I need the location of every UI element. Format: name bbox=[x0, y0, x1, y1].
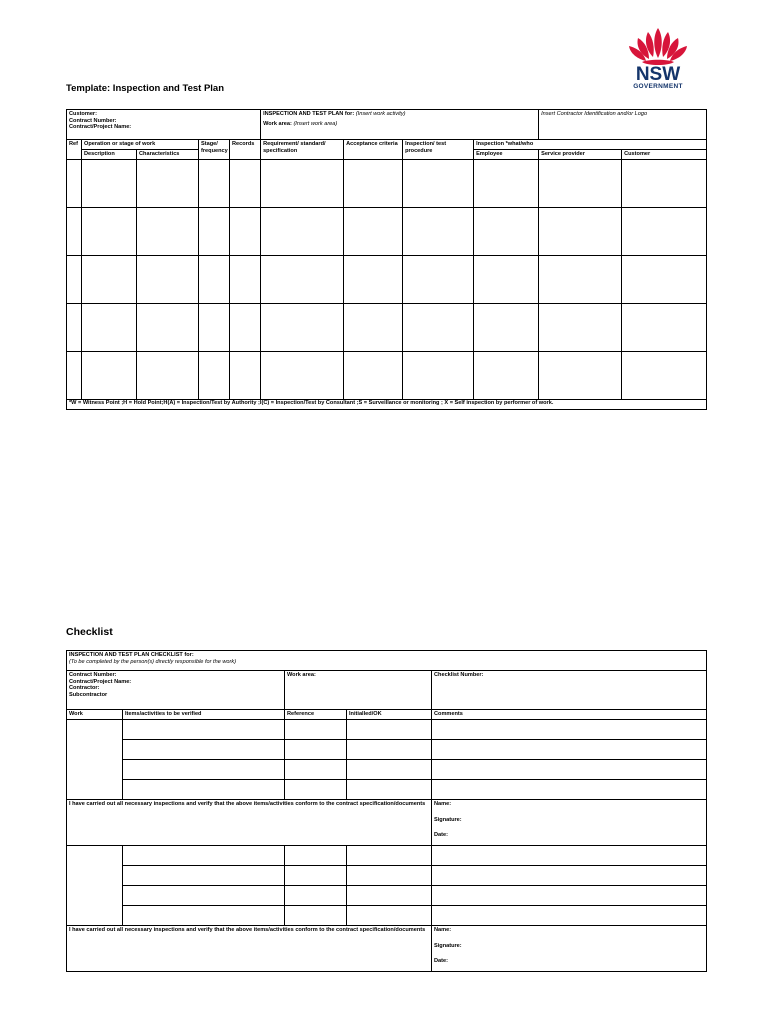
initialled-cell[interactable] bbox=[347, 886, 432, 906]
itp-cell[interactable] bbox=[230, 160, 261, 208]
declaration-text: I have carried out all necessary inspections and verify that the above items/activities conform to the contract specification/documents bbox=[69, 927, 426, 933]
contractor-logo-placeholder: Insert Contractor Identification and/or Logo bbox=[541, 111, 648, 117]
itp-cell[interactable] bbox=[261, 352, 344, 400]
checklist-table bbox=[66, 650, 707, 972]
checklist-title: Checklist bbox=[66, 626, 113, 638]
itp-cell[interactable] bbox=[539, 160, 622, 208]
itp-cell[interactable] bbox=[82, 160, 137, 208]
col-acceptance-header: Acceptance criteria bbox=[344, 140, 403, 160]
checklist-number-cell: Checklist Number: bbox=[432, 671, 707, 710]
itp-entry-row bbox=[67, 208, 707, 256]
checklist-entry-row bbox=[67, 740, 707, 760]
col-operation-header: Operation or stage of work bbox=[82, 140, 199, 150]
checklist-info-row bbox=[67, 671, 707, 710]
checklist-for-label: INSPECTION AND TEST PLAN CHECKLIST for: bbox=[69, 652, 194, 658]
checklist-entry-row bbox=[67, 720, 707, 740]
itp-cell[interactable] bbox=[199, 256, 230, 304]
itp-footnote: *W = Witness Point ;H = Hold Point;H(A) = Inspection/Test by Authority ;I(C) = Inspection/Test by Consultant ;S = Surveillance or monitoring ; X = Self inspection by performer of work. bbox=[67, 400, 707, 410]
contractor-logo-cell bbox=[539, 110, 707, 140]
checklist-entry-row bbox=[67, 780, 707, 800]
waratah-flower-icon bbox=[622, 22, 694, 70]
itp-entry-row bbox=[67, 256, 707, 304]
items-cell[interactable] bbox=[123, 740, 285, 760]
col-requirement-header: Requirement/ standard/ specification bbox=[261, 140, 344, 160]
itp-cell[interactable] bbox=[82, 352, 137, 400]
itp-cell[interactable] bbox=[474, 208, 539, 256]
itp-cell[interactable] bbox=[261, 304, 344, 352]
work-area-placeholder: (Insert work area) bbox=[293, 120, 338, 127]
work-cell[interactable] bbox=[67, 720, 123, 800]
itp-cell[interactable] bbox=[344, 208, 403, 256]
itp-cell[interactable] bbox=[403, 256, 474, 304]
checklist-for-row bbox=[67, 651, 707, 671]
contract-number-label: Contract Number: bbox=[69, 117, 117, 124]
itp-title: Template: Inspection and Test Plan bbox=[66, 83, 225, 94]
signature-label: Signature: bbox=[434, 816, 462, 823]
comments-cell[interactable] bbox=[432, 780, 707, 800]
itp-entry-row bbox=[67, 160, 707, 208]
signoff-cell[interactable] bbox=[432, 800, 707, 846]
initialled-cell[interactable] bbox=[347, 740, 432, 760]
checklist-header-row bbox=[67, 710, 707, 720]
itp-cell[interactable] bbox=[67, 256, 82, 304]
itp-cell[interactable] bbox=[230, 208, 261, 256]
customer-label: Customer: bbox=[69, 111, 97, 117]
comments-cell[interactable] bbox=[432, 906, 707, 926]
itp-cell[interactable] bbox=[67, 160, 82, 208]
itp-entry-row bbox=[67, 304, 707, 352]
itp-cell[interactable] bbox=[622, 256, 707, 304]
items-cell[interactable] bbox=[123, 866, 285, 886]
itp-cell[interactable] bbox=[82, 208, 137, 256]
col-records-header: Records bbox=[230, 140, 261, 160]
itp-cell[interactable] bbox=[344, 160, 403, 208]
itp-cell[interactable] bbox=[199, 208, 230, 256]
col-work-header: Work bbox=[67, 710, 123, 720]
itp-entry-row bbox=[67, 352, 707, 400]
declaration-cell bbox=[67, 926, 432, 972]
checklist-work-area-cell: Work area: bbox=[285, 671, 432, 710]
itp-cell[interactable] bbox=[230, 256, 261, 304]
itp-cell[interactable] bbox=[474, 304, 539, 352]
signature-label: Signature: bbox=[434, 942, 462, 949]
col-initialled-header: Initialled/OK bbox=[347, 710, 432, 720]
itp-cell[interactable] bbox=[539, 256, 622, 304]
itp-cell[interactable] bbox=[261, 208, 344, 256]
work-area-label: Work area: bbox=[263, 120, 292, 127]
itp-header-row-1 bbox=[67, 140, 707, 150]
itp-cell[interactable] bbox=[474, 160, 539, 208]
items-cell[interactable] bbox=[123, 846, 285, 866]
reference-cell[interactable] bbox=[285, 886, 347, 906]
itp-cell[interactable] bbox=[539, 304, 622, 352]
itp-cell[interactable] bbox=[137, 256, 199, 304]
itp-cell[interactable] bbox=[82, 304, 137, 352]
itp-cell[interactable] bbox=[137, 160, 199, 208]
itp-cell[interactable] bbox=[622, 304, 707, 352]
checklist-for-cell bbox=[67, 651, 707, 671]
itp-cell[interactable] bbox=[261, 160, 344, 208]
checklist-signoff-row bbox=[67, 926, 707, 972]
itp-footnote-row bbox=[67, 400, 707, 410]
col-employee-header: Employee bbox=[474, 150, 539, 160]
itp-cell[interactable] bbox=[67, 304, 82, 352]
initialled-cell[interactable] bbox=[347, 720, 432, 740]
initialled-cell[interactable] bbox=[347, 906, 432, 926]
col-items-header: Items/activities to be verified bbox=[123, 710, 285, 720]
itp-cell[interactable] bbox=[474, 256, 539, 304]
itp-cell[interactable] bbox=[137, 208, 199, 256]
col-comments-header: Comments bbox=[432, 710, 707, 720]
checklist-entry-row bbox=[67, 886, 707, 906]
itp-cell[interactable] bbox=[230, 304, 261, 352]
declaration-cell bbox=[67, 800, 432, 846]
comments-cell[interactable] bbox=[432, 720, 707, 740]
checklist-contract-block bbox=[67, 671, 285, 710]
initialled-cell[interactable] bbox=[347, 780, 432, 800]
col-inspection-whatwho-header: Inspection *what/who bbox=[474, 140, 707, 150]
col-description-header: Description bbox=[82, 150, 137, 160]
col-stage-frequency-header: Stage/ frequency bbox=[199, 140, 230, 160]
col-ref-header: Ref bbox=[67, 140, 82, 160]
itp-cell[interactable] bbox=[344, 352, 403, 400]
col-inspection-procedure-header: Inspection/ test procedure bbox=[403, 140, 474, 160]
itp-cell[interactable] bbox=[539, 352, 622, 400]
itp-cell[interactable] bbox=[199, 352, 230, 400]
contract-number-label: Contract Number: bbox=[69, 672, 117, 678]
comments-cell[interactable] bbox=[432, 760, 707, 780]
initialled-cell[interactable] bbox=[347, 846, 432, 866]
itp-cell[interactable] bbox=[622, 160, 707, 208]
contractor-label: Contractor: bbox=[69, 685, 100, 692]
reference-cell[interactable] bbox=[285, 780, 347, 800]
checklist-entry-row bbox=[67, 846, 707, 866]
itp-cell[interactable] bbox=[199, 160, 230, 208]
itp-cell[interactable] bbox=[261, 256, 344, 304]
initialled-cell[interactable] bbox=[347, 760, 432, 780]
col-customer-header: Customer bbox=[622, 150, 707, 160]
itp-cell[interactable] bbox=[344, 304, 403, 352]
comments-cell[interactable] bbox=[432, 846, 707, 866]
name-label: Name: bbox=[434, 927, 452, 933]
reference-cell[interactable] bbox=[285, 760, 347, 780]
subcontractor-label: Subcontractor bbox=[69, 692, 108, 699]
itp-cell[interactable] bbox=[199, 304, 230, 352]
items-cell[interactable] bbox=[123, 720, 285, 740]
completed-by-note: (To be completed by the person(s) directly responsible for the work) bbox=[69, 658, 237, 665]
logo-nsw-text: NSW bbox=[635, 64, 681, 85]
itp-cell[interactable] bbox=[67, 352, 82, 400]
reference-cell[interactable] bbox=[285, 906, 347, 926]
itp-cell[interactable] bbox=[403, 160, 474, 208]
col-characteristics-header: Characteristics bbox=[137, 150, 199, 160]
contract-project-name-label: Contract/Project Name: bbox=[69, 124, 132, 131]
itp-cell[interactable] bbox=[622, 208, 707, 256]
reference-cell[interactable] bbox=[285, 720, 347, 740]
reference-cell[interactable] bbox=[285, 866, 347, 886]
itp-header-info-row bbox=[67, 110, 707, 140]
logo-government-text: GOVERNMENT bbox=[633, 83, 683, 90]
itp-for-label: INSPECTION AND TEST PLAN for: bbox=[263, 111, 355, 117]
itp-table bbox=[66, 109, 707, 410]
itp-cell[interactable] bbox=[403, 352, 474, 400]
comments-cell[interactable] bbox=[432, 866, 707, 886]
itp-for-placeholder: (Insert work activity) bbox=[355, 111, 406, 117]
itp-cell[interactable] bbox=[344, 256, 403, 304]
checklist-signoff-row bbox=[67, 800, 707, 846]
checklist-entry-row bbox=[67, 866, 707, 886]
checklist-entry-row bbox=[67, 760, 707, 780]
itp-cell[interactable] bbox=[230, 352, 261, 400]
itp-cell[interactable] bbox=[403, 304, 474, 352]
reference-cell[interactable] bbox=[285, 740, 347, 760]
contract-project-name-label: Contract/Project Name: bbox=[69, 678, 132, 685]
reference-cell[interactable] bbox=[285, 846, 347, 866]
itp-cell[interactable] bbox=[137, 304, 199, 352]
comments-cell[interactable] bbox=[432, 740, 707, 760]
col-service-provider-header: Service provider bbox=[539, 150, 622, 160]
checklist-entry-row bbox=[67, 906, 707, 926]
itp-cell[interactable] bbox=[67, 208, 82, 256]
itp-customer-block bbox=[67, 110, 261, 140]
comments-cell[interactable] bbox=[432, 886, 707, 906]
itp-cell[interactable] bbox=[474, 352, 539, 400]
items-cell[interactable] bbox=[123, 886, 285, 906]
declaration-text: I have carried out all necessary inspections and verify that the above items/activities conform to the contract specification/documents bbox=[69, 801, 426, 807]
itp-cell[interactable] bbox=[137, 352, 199, 400]
date-label: Date: bbox=[434, 832, 448, 839]
itp-cell[interactable] bbox=[403, 208, 474, 256]
date-label: Date: bbox=[434, 958, 448, 965]
items-cell[interactable] bbox=[123, 780, 285, 800]
items-cell[interactable] bbox=[123, 760, 285, 780]
signoff-cell[interactable] bbox=[432, 926, 707, 972]
itp-cell[interactable] bbox=[82, 256, 137, 304]
itp-cell[interactable] bbox=[622, 352, 707, 400]
initialled-cell[interactable] bbox=[347, 866, 432, 886]
col-reference-header: Reference bbox=[285, 710, 347, 720]
work-cell[interactable] bbox=[67, 846, 123, 926]
items-cell[interactable] bbox=[123, 906, 285, 926]
itp-cell[interactable] bbox=[539, 208, 622, 256]
name-label: Name: bbox=[434, 801, 452, 807]
itp-activity-block bbox=[261, 110, 539, 140]
nsw-government-logo bbox=[622, 22, 694, 92]
